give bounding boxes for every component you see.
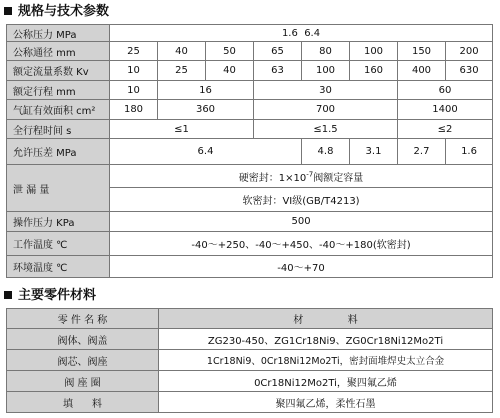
row-temp <box>7 232 493 256</box>
row-time <box>7 120 493 139</box>
row-pressure <box>7 25 493 42</box>
row-dp <box>7 139 493 165</box>
label-area: 气缸有效面积 cm² <box>7 100 110 120</box>
stroke-cell: 60 <box>398 81 493 100</box>
kv-cell: 160 <box>350 61 398 81</box>
label-leak: 泄 漏 量 <box>7 165 110 212</box>
diameter-cell: 25 <box>110 42 158 61</box>
part-name: 阀 座 圈 <box>7 371 159 392</box>
stroke-cell: 10 <box>110 81 158 100</box>
label-pressure: 公称压力 MPa <box>7 25 110 42</box>
diameter-cell: 100 <box>350 42 398 61</box>
section-title-specs: 规格与技术参数 <box>4 3 109 21</box>
time-cell: ≤1 <box>110 120 254 139</box>
materials-table <box>6 308 493 413</box>
header-material: 材 料 <box>159 309 493 329</box>
dp-cell: 4.8 <box>302 139 350 165</box>
dp-cell: 6.4 <box>110 139 302 165</box>
value-temp: -40～+250、-40～+450、-40～+180(软密封) <box>110 232 493 256</box>
label-temp: 工作温度 ℃ <box>7 232 110 256</box>
leak-hard: 硬密封：$1\times 10^{-7}$阀额定容量 <box>110 165 493 188</box>
area-cell: 700 <box>254 100 398 120</box>
part-material: 1Cr18Ni9、0Cr18Ni12Mo2Ti，密封面堆焊史太立合金 <box>159 350 493 371</box>
materials-header-row <box>7 309 493 329</box>
table-row <box>7 329 493 350</box>
area-cell: 360 <box>158 100 254 120</box>
diameter-cell: 65 <box>254 42 302 61</box>
value-op-pressure: 500 <box>110 212 493 232</box>
leak-soft: 软密封：VI级(GB/T4213) <box>110 188 493 212</box>
time-cell: ≤2 <box>398 120 493 139</box>
label-stroke: 额定行程 mm <box>7 81 110 100</box>
label-dp: 允许压差 MPa <box>7 139 110 165</box>
kv-cell: 400 <box>398 61 446 81</box>
part-material: 0Cr18Ni12Mo2Ti，聚四氟乙烯 <box>159 371 493 392</box>
dp-cell: 3.1 <box>350 139 398 165</box>
label-time: 全行程时间 s <box>7 120 110 139</box>
time-cell: ≤1.5 <box>254 120 398 139</box>
kv-cell: 10 <box>110 61 158 81</box>
kv-cell: 25 <box>158 61 206 81</box>
part-name: 阀芯、阀座 <box>7 350 159 371</box>
kv-cell: 100 <box>302 61 350 81</box>
label-env: 环境温度 ℃ <box>7 256 110 278</box>
row-op-pressure <box>7 212 493 232</box>
table-row <box>7 350 493 371</box>
kv-cell: 40 <box>206 61 254 81</box>
row-diameter <box>7 42 493 61</box>
stroke-cell: 30 <box>254 81 398 100</box>
part-name: 填 料 <box>7 392 159 413</box>
dp-cell: 2.7 <box>398 139 446 165</box>
stroke-cell: 16 <box>158 81 254 100</box>
section-title-materials: 主要零件材料 <box>4 287 96 305</box>
diameter-cell: 80 <box>302 42 350 61</box>
table-row <box>7 392 493 413</box>
kv-cell: 63 <box>254 61 302 81</box>
square-bullet-icon <box>4 7 12 15</box>
value-env: -40～+70 <box>110 256 493 278</box>
spec-table <box>6 24 493 278</box>
row-area <box>7 100 493 120</box>
value-pressure: 1.6 6.4 <box>110 25 493 42</box>
part-material: ZG230-450、ZG1Cr18Ni9、ZG0Cr18Ni12Mo2Ti <box>159 329 493 350</box>
diameter-cell: 50 <box>206 42 254 61</box>
square-bullet-icon <box>4 291 12 299</box>
row-env <box>7 256 493 278</box>
label-op-pressure: 操作压力 KPa <box>7 212 110 232</box>
diameter-cell: 40 <box>158 42 206 61</box>
diameter-cell: 200 <box>446 42 493 61</box>
row-kv <box>7 61 493 81</box>
area-cell: 1400 <box>398 100 493 120</box>
part-material: 聚四氟乙烯，柔性石墨 <box>159 392 493 413</box>
label-diameter: 公称通径 mm <box>7 42 110 61</box>
table-row <box>7 371 493 392</box>
label-kv: 额定流量系数 Kv <box>7 61 110 81</box>
dp-cell: 1.6 <box>446 139 493 165</box>
row-stroke <box>7 81 493 100</box>
row-leak-hard <box>7 165 493 188</box>
header-part: 零 件 名 称 <box>7 309 159 329</box>
part-name: 阀体、阀盖 <box>7 329 159 350</box>
area-cell: 180 <box>110 100 158 120</box>
kv-cell: 630 <box>446 61 493 81</box>
diameter-cell: 150 <box>398 42 446 61</box>
